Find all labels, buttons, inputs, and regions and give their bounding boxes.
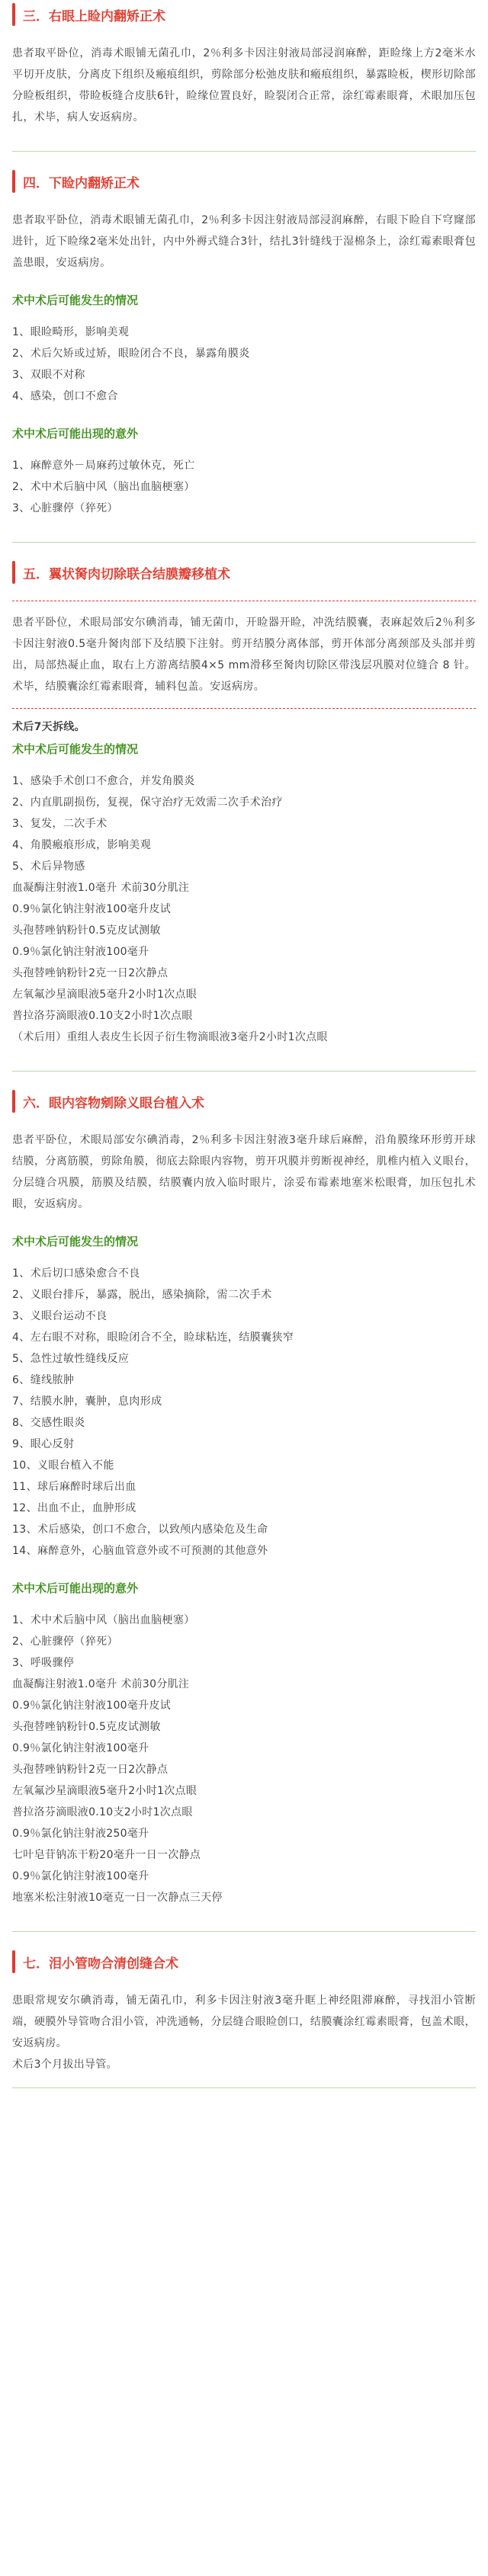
list-item: 1、术中术后脑中风（脑出血脑梗塞）	[12, 1614, 195, 1626]
list-item: 2、术后欠矫或过矫，眼睑闭合不良，暴露角膜炎	[12, 348, 250, 360]
med-line: 0.9％氯化钠注射液100毫升皮试	[12, 1700, 172, 1712]
med-line: 普拉洛芬滴眼液0.10支2小时1次点眼	[12, 1010, 193, 1022]
med-line: 0.9％氯化钠注射液100毫升	[12, 946, 149, 958]
med-line: 血凝酶注射液1.0毫升 术前30分肌注	[12, 1678, 190, 1690]
section-3-paragraph: 患者取平卧位，消毒术眼铺无菌孔巾，2％利多卡因注射液局部浸润麻醉，距睑缘上方2毫米水平切开皮肤，分离皮下组织及瘢痕组织，剪除部分松弛皮肤和瘢痕组织，暴露睑板，楔形切除部分睑板组织，带睑板缝合皮肤6针，睑缘位置良好，睑裂闭合正常，涂红霉素眼膏，术眼加压包扎，术毕，病人安返病房。	[12, 47, 476, 123]
med-line: 头孢替唑钠粉针2克一日2次静点	[12, 967, 169, 979]
list-item: 5、急性过敏性缝线反应	[12, 1353, 130, 1365]
section-4-title: 四．下睑内翻矫正术	[23, 175, 140, 191]
section-3-header	[12, 3, 476, 26]
section-bar-icon	[12, 3, 15, 26]
section-7-paragraph: 患眼常规安尔碘消毒，铺无菌孔巾，利多卡因注射液3毫升眶上神经阻滞麻醉，寻找泪小管断端，硬膜外导管吻合泪小管，冲洗通畅，分层缝合眼睑创口，结膜囊涂红霉素眼膏，包盖术眼，安返病房。	[12, 1994, 476, 2049]
list-item: 10、义眼台植入不能	[12, 1459, 114, 1472]
section-5-subhead-1: 术中术后可能发生的情况	[12, 742, 139, 756]
section-7-title: 七．泪小管吻合清创缝合术	[23, 1956, 178, 1972]
list-item: 13、术后感染，创口不愈合，以致颅内感染危及生命	[12, 1523, 268, 1536]
section-5-header	[12, 561, 476, 584]
section-6-meds	[12, 1674, 476, 1908]
list-item: 7、结膜水肿，囊肿，息肉形成	[12, 1395, 162, 1408]
list-item: 8、交感性眼炎	[12, 1417, 85, 1429]
section-6-subhead-2: 术中术后可能出现的意外	[12, 1581, 139, 1595]
section-5-dashed-box	[12, 601, 476, 709]
med-line: 血凝酶注射液1.0毫升 术前30分肌注	[12, 882, 190, 894]
list-item: 1、感染手术创口不愈合，并发角膜炎	[12, 775, 195, 787]
list-item: 2、义眼台排斥，暴露，脱出，感染摘除，需二次手术	[12, 1289, 272, 1301]
med-line: 地塞米松注射液10毫克一日一次静点三天停	[12, 1892, 223, 1904]
list-item: 2、内直肌副损伤，复视，保守治疗无效需二次手术治疗	[12, 796, 283, 809]
section-4-list-2	[12, 455, 476, 519]
list-item: 4、左右眼不对称，眼睑闭合不全，睑球粘连，结膜囊狭窄	[12, 1331, 294, 1344]
list-item: 11、球后麻醉时球后出血	[12, 1481, 136, 1493]
list-item: 12、出血不止，血肿形成	[12, 1502, 136, 1514]
section-7-note: 术后3个月拔出导管。	[12, 2059, 117, 2071]
section-4-subhead-2: 术中术后可能出现的意外	[12, 427, 139, 441]
section-6-paragraph: 患者平卧位，术眼局部安尔碘消毒，2％利多卡因注射液3毫升球后麻醉，沿角膜缘环形剪开球结膜，分离筋膜，剪除角膜，彻底去除眼内容物，剪开巩膜并剪断视神经，肌椎内植入义眼台，分层缝合巩膜，筋膜及结膜，结膜囊内放入临时眼片，涂妥布霉素地塞米松眼膏，加压包扎术眼，安返病房。	[12, 1134, 476, 1210]
med-line: 普拉洛芬滴眼液0.10支2小时1次点眼	[12, 1806, 193, 1818]
list-item: 14、麻醉意外，心脑血管意外或不可预测的其他意外	[12, 1545, 268, 1557]
divider	[12, 1931, 476, 1932]
list-item: 2、术中术后脑中风（脑出血脑梗塞）	[12, 481, 195, 493]
list-item: 4、角膜瘢痕形成，影响美观	[12, 839, 152, 851]
section-6-header	[12, 1090, 476, 1113]
divider	[12, 151, 476, 152]
divider	[12, 1071, 476, 1072]
section-bar-icon	[12, 170, 15, 193]
section-5-title: 五．翼状胬肉切除联合结膜瓣移植术	[23, 566, 230, 582]
section-5-meds	[12, 877, 476, 1048]
list-item: 3、复发，二次手术	[12, 818, 108, 830]
section-5-note: 术后7天拆线。	[12, 721, 85, 733]
section-3-title: 三．右眼上睑内翻矫正术	[23, 8, 165, 24]
list-item: 4、感染，创口不愈合	[12, 390, 118, 402]
med-line: 0.9％氯化钠注射液100毫升	[12, 1742, 149, 1754]
list-item: 1、眼睑畸形，影响美观	[12, 326, 130, 338]
med-line: 左氧氟沙星滴眼液5毫升2小时1次点眼	[12, 988, 197, 1001]
med-line: 头孢替唑钠粉针0.5克皮试测敏	[12, 1721, 161, 1733]
list-item: 5、术后异物感	[12, 860, 85, 873]
med-line: 头孢替唑钠粉针2克一日2次静点	[12, 1764, 169, 1776]
list-item: 9、眼心反射	[12, 1438, 75, 1450]
section-6-list-2	[12, 1610, 476, 1674]
document	[0, 3, 488, 2088]
section-bar-icon	[12, 561, 15, 584]
list-item: 3、双眼不对称	[12, 369, 85, 381]
section-4-subhead-1: 术中术后可能发生的情况	[12, 293, 139, 307]
list-item: 3、义眼台运动不良	[12, 1310, 108, 1322]
divider	[12, 542, 476, 543]
section-bar-icon	[12, 1090, 15, 1113]
list-item: 3、心脏骤停（猝死）	[12, 502, 118, 514]
list-item: 1、麻醉意外－局麻药过敏休克，死亡	[12, 460, 195, 472]
med-line: 0.9％氯化钠注射液100毫升皮试	[12, 903, 172, 915]
section-5-list-1	[12, 771, 476, 877]
med-line: 七叶皂苷钠冻干粉20毫升一日一次静点	[12, 1849, 201, 1861]
med-line: 0.9％氯化钠注射液250毫升	[12, 1828, 149, 1840]
section-4-list-1	[12, 322, 476, 407]
med-line: 左氧氟沙星滴眼液5毫升2小时1次点眼	[12, 1785, 197, 1797]
list-item: 2、心脏骤停（猝死）	[12, 1636, 118, 1648]
section-6-subhead-1: 术中术后可能发生的情况	[12, 1235, 139, 1248]
med-line: 头孢替唑钠粉针0.5克皮试测敏	[12, 924, 161, 937]
list-item: 3、呼吸骤停	[12, 1657, 75, 1669]
divider	[12, 2087, 476, 2088]
med-line: （术后用）重组人表皮生长因子衍生物滴眼液3毫升2小时1次点眼	[12, 1031, 328, 1043]
section-6-list-1	[12, 1263, 476, 1562]
section-4-header	[12, 170, 476, 193]
section-4-paragraph: 患者取平卧位，消毒术眼铺无菌孔巾，2％利多卡因注射液局部浸润麻醉，右眼下睑自下穹窿部进针，近下睑缘2毫米处出针，内中外褥式缝合3针，结扎3针缝线于湿棉条上，涂红霉素眼膏包盖患眼，安返病房。	[12, 214, 476, 269]
section-6-title: 六．眼内容物剜除义眼台植入术	[23, 1095, 204, 1111]
section-7-header	[12, 1950, 476, 1973]
list-item: 6、缝线脓肿	[12, 1374, 75, 1386]
section-5-paragraph: 患者平卧位，术眼局部安尔碘消毒，铺无菌巾，开睑器开睑，冲洗结膜囊，表麻起效后2％利多卡因注射液0.5毫升胬肉部下及结膜下注射。剪开结膜分离体部，剪开体部分离颈部及头部并剪出，局部热凝止血，取右上方游离结膜4×5 mm滑移至胬肉切除区带浅层巩膜对位缝合 8 针。术毕，结膜囊涂红霉素眼膏，辅料包盖。安返病房。	[12, 617, 476, 693]
med-line: 0.9％氯化钠注射液100毫升	[12, 1870, 149, 1882]
section-bar-icon	[12, 1950, 15, 1973]
list-item: 1、术后切口感染愈合不良	[12, 1267, 140, 1280]
